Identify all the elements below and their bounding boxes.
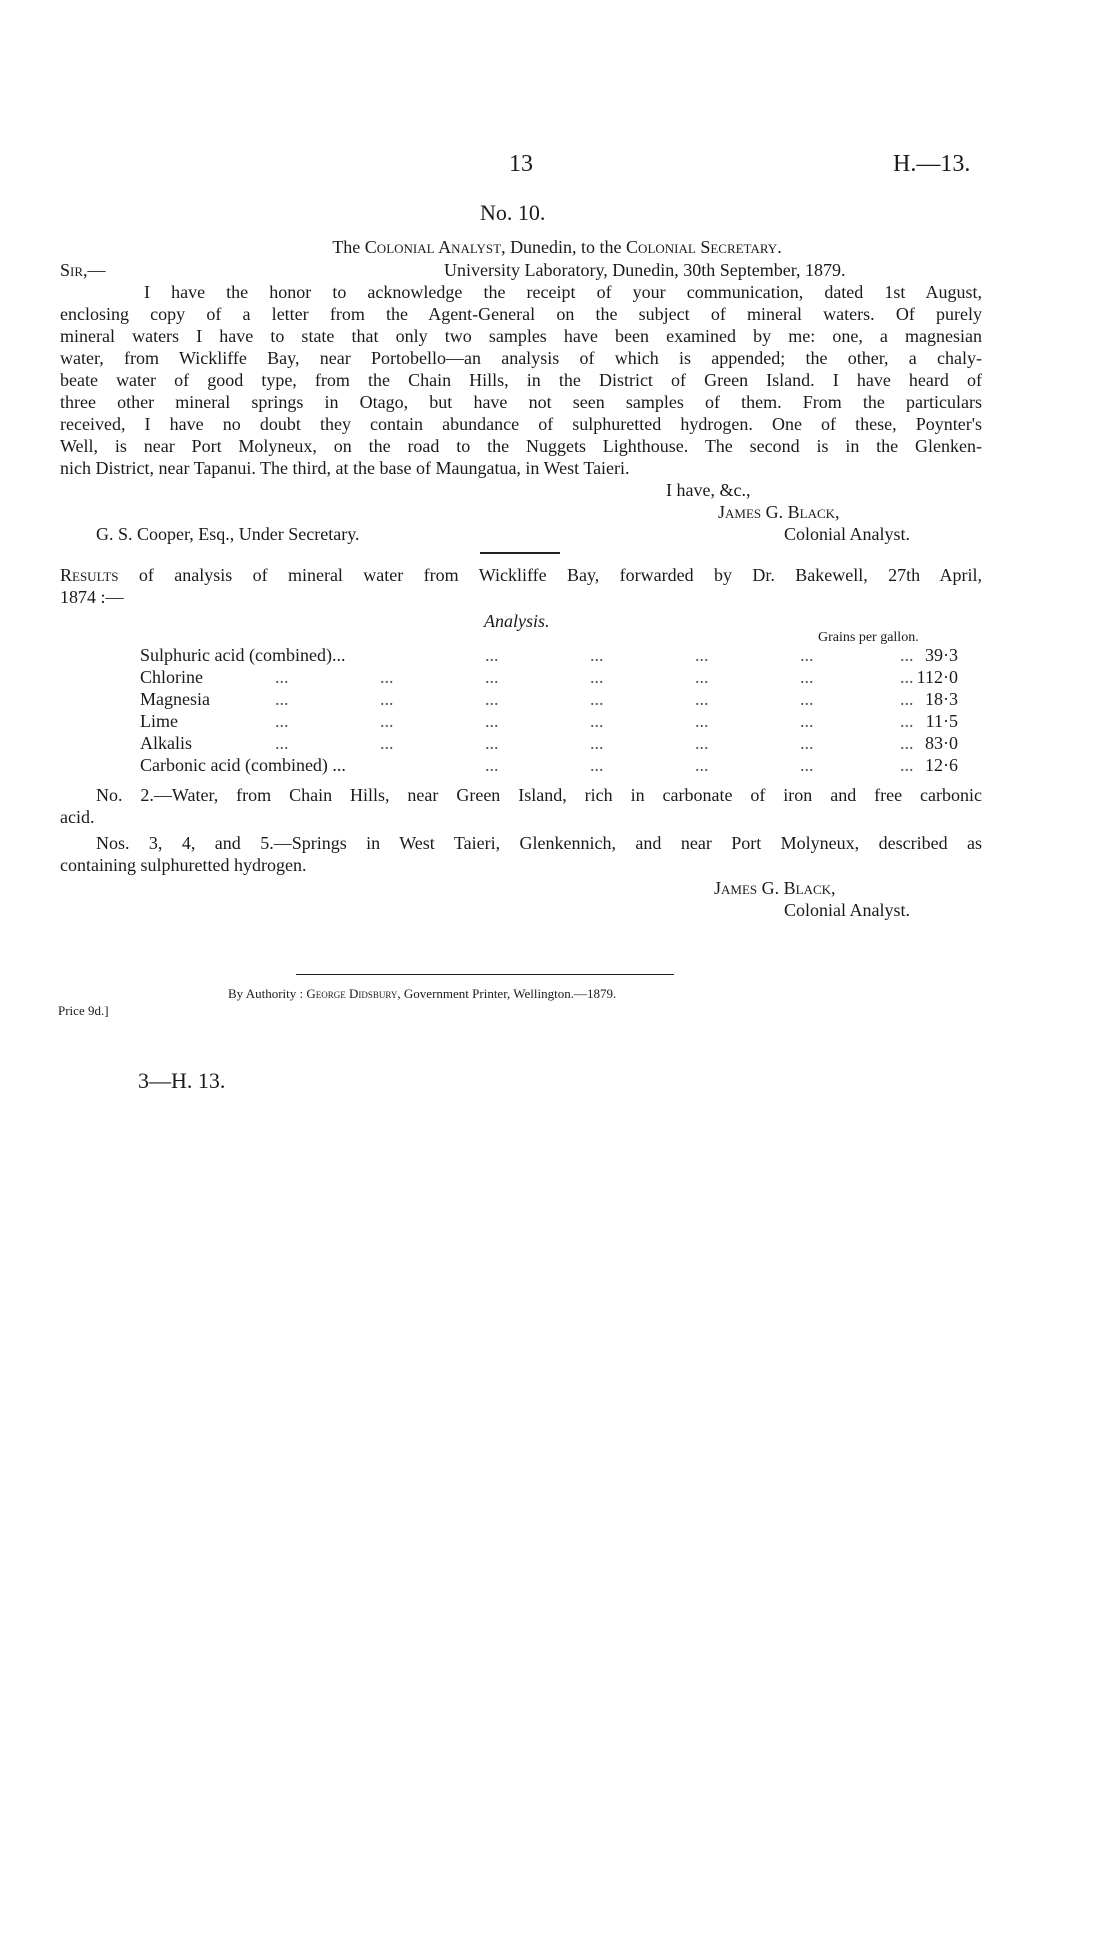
results-intro-line: 1874 :— — [60, 587, 124, 607]
analysis-heading: Analysis. — [484, 611, 550, 631]
signatory: James G. Black, — [718, 502, 840, 522]
salutation: Sir,— — [60, 260, 106, 280]
printer-imprint: By Authority : George Didsbury, Government Printer, Wellington.—1879. — [228, 986, 617, 1001]
analysis-row: Chlorine ... ... ... ... ... ... ... 112·0 — [140, 667, 958, 687]
note-line: Nos. 3, 4, and 5.—Springs in West Taieri, Glenkennich, and near Port Molyneux, described as — [96, 833, 982, 853]
analysis-row: Alkalis ... ... ... ... ... ... ... 83·0 — [140, 733, 958, 753]
body-line: received, I have no doubt they contain abundance of sulphuretted hydrogen. One of these, Poynter's — [60, 414, 982, 434]
section-divider — [480, 552, 560, 554]
note-line: containing sulphuretted hydrogen. — [60, 855, 307, 875]
page-number: 13 — [509, 151, 533, 177]
body-line: nich District, near Tapanui. The third, at the base of Maungatua, in West Taieri. — [60, 458, 630, 478]
body-line: mineral waters I have to state that only two samples have been examined by me: one, a magnesian — [60, 326, 982, 346]
signatory: James G. Black, — [714, 878, 836, 898]
results-intro-line: Results of analysis of mineral water from Wickliffe Bay, forwarded by Dr. Bakewell, 27th April, — [60, 565, 982, 585]
signatory-title: Colonial Analyst. — [784, 524, 910, 544]
body-line: enclosing copy of a letter from the Agent-General on the subject of mineral waters. Of purely — [60, 304, 982, 324]
document-reference-footer: 3—H. 13. — [138, 1068, 226, 1093]
analysis-label: Chlorine — [140, 667, 203, 687]
body-line: water, from Wickliffe Bay, near Portobello—an analysis of which is appended; the other, a chaly- — [60, 348, 982, 368]
footer-rule — [296, 974, 674, 975]
analysis-value: 112·0 — [916, 667, 958, 687]
addressee: G. S. Cooper, Esq., Under Secretary. — [96, 524, 360, 544]
note-line: No. 2.—Water, from Chain Hills, near Green Island, rich in carbonate of iron and free carbonic — [96, 785, 982, 805]
analysis-label: Lime — [140, 711, 178, 731]
address-date: University Laboratory, Dunedin, 30th September, 1879. — [444, 260, 846, 280]
analysis-row: Carbonic acid (combined) ... ... ... ... ... ... 12·6 — [140, 755, 958, 775]
analysis-value: 39·3 — [925, 645, 958, 665]
analysis-row: Lime ... ... ... ... ... ... ... 11·5 — [140, 711, 958, 731]
analysis-value: 11·5 — [925, 711, 958, 731]
closing: I have, &c., — [666, 480, 751, 500]
results-intro-word: Results — [60, 565, 119, 585]
analysis-label: Alkalis — [140, 733, 192, 753]
price: Price 9d.] — [58, 1003, 109, 1018]
document-reference: H.—13. — [893, 151, 971, 177]
analysis-row: Magnesia ... ... ... ... ... ... ... 18·3 — [140, 689, 958, 709]
analysis-label: Carbonic acid (combined) ... — [140, 755, 346, 775]
body-line: beate water of good type, from the Chain Hills, in the District of Green Island. I have heard of — [60, 370, 982, 390]
route-from: Colonial Analyst — [364, 237, 502, 257]
printer-name: George Didsbury — [306, 986, 398, 1001]
analysis-value: 83·0 — [925, 733, 958, 753]
analysis-value: 18·3 — [925, 689, 958, 709]
unit-header: Grains per gallon. — [818, 630, 919, 645]
note-line: acid. — [60, 807, 95, 827]
letter-route: The Colonial Analyst, Dunedin, to the Colonial Secretary. — [332, 237, 782, 257]
analysis-label: Magnesia — [140, 689, 210, 709]
body-line: I have the honor to acknowledge the receipt of your communication, dated 1st August, — [144, 282, 982, 302]
analysis-row: Sulphuric acid (combined)... ... ... ... ... ... 39·3 — [140, 645, 958, 665]
analysis-value: 12·6 — [925, 755, 958, 775]
body-line: Well, is near Port Molyneux, on the road to the Nuggets Lighthouse. The second is in the Glenken- — [60, 436, 982, 456]
route-to: Colonial Secretary — [626, 237, 778, 257]
analysis-label: Sulphuric acid (combined)... — [140, 645, 346, 665]
letter-number: No. 10. — [480, 200, 546, 225]
signatory-title: Colonial Analyst. — [784, 900, 910, 920]
body-line: three other mineral springs in Otago, but have not seen samples of them. From the particulars — [60, 392, 982, 412]
